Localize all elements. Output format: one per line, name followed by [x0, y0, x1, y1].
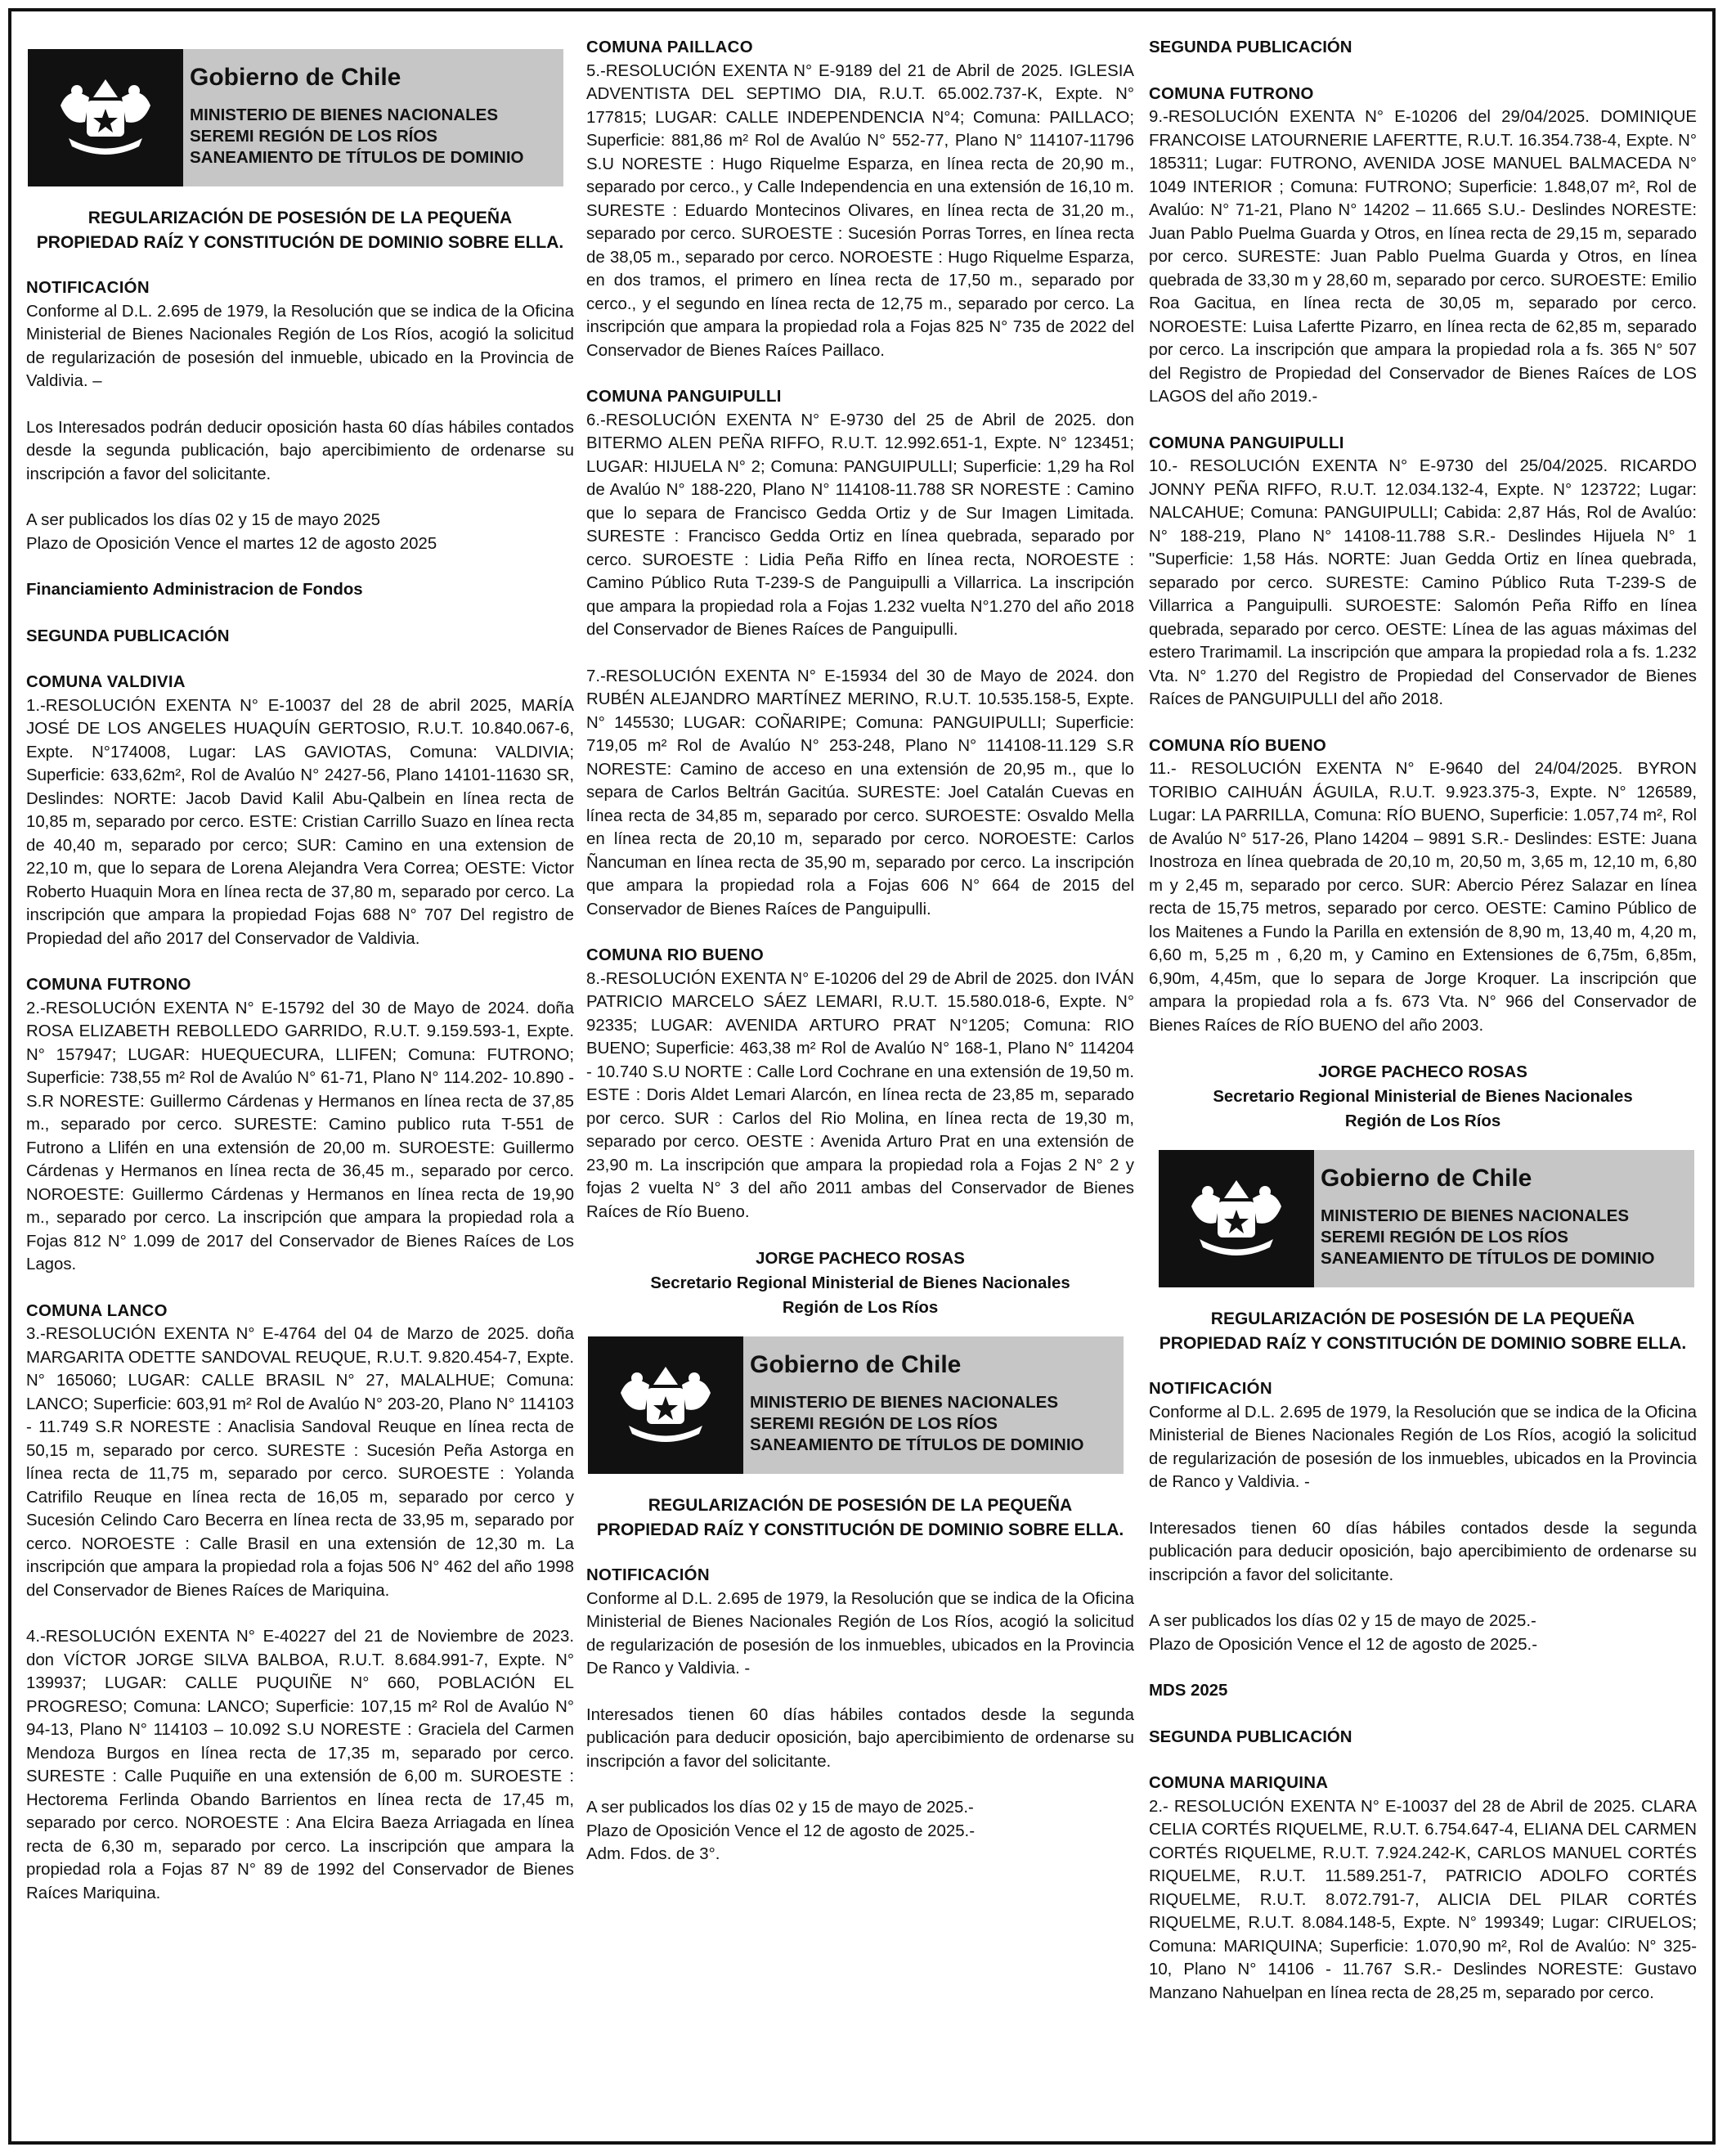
signature-block	[586, 1246, 1134, 1320]
resolution-item: 8.-RESOLUCIÓN EXENTA N° E-10206 del 29 de Abril de 2025. don IVÁN PATRICIO MARCELO SÁEZ LEMARI, R.U.T. 15.580.018-6, Expte. N° 92335; LUGAR: AVENIDA ARTURO PRAT N°1205; Comuna: RIO BUENO; Superficie: 463,38 m² Rol de Avalúo N° 168-1, Plano N° 114204 - 10.740 S.U NORTE : Calle Lord Cochrane en una extensión de 19,50 m. ESTE : Doris Aldet Lemari Alarcón, en línea recta de 23,85 m, separado por cerco. SUR : Carlos del Rio Molina, en línea recta de 19,30 m, separado por cerco. OESTE : Avenida Arturo Prat en una extensión de 23,90 m. La inscripción que ampara la propiedad rola a Fojas 2 N° 2 y fojas 2 vuelta N° 3 del año 2011 ambas del Conservador de Bienes Raíces de Río Bueno.	[586, 969, 1134, 1221]
comuna-heading: COMUNA MARIQUINA	[1149, 1774, 1329, 1792]
logo-ministerio: MINISTERIO DE BIENES NACIONALES	[750, 1393, 1059, 1412]
signature-title: Secretario Regional Ministerial de Bienes Nacionales	[650, 1274, 1070, 1292]
signature-region: Región de Los Ríos	[1344, 1112, 1501, 1130]
logo-ministerio: MINISTERIO DE BIENES NACIONALES	[190, 106, 499, 124]
gobierno-logo-block	[588, 1336, 1124, 1474]
comuna-heading: COMUNA PAILLACO	[586, 38, 753, 56]
column-3	[1149, 36, 1697, 2028]
notice-intro: Conforme al D.L. 2.695 de 1979, la Resolución que se indica de la Oficina Ministerial de Bienes Nacionales Región de Los Ríos, acogió la solicitud de regularización de posesión de los inmuebles, ubicados en la Provincia De Ranco y Valdivia. -	[586, 1589, 1134, 1678]
fechas-line-3: Adm. Fdos. de 3°.	[586, 1845, 720, 1863]
comuna-heading: COMUNA RIO BUENO	[586, 946, 765, 964]
chile-coat-of-arms-icon	[604, 1360, 727, 1450]
comuna-heading: COMUNA PANGUIPULLI	[586, 388, 782, 406]
resolution-item: 6.-RESOLUCIÓN EXENTA N° E-9730 del 25 de Abril de 2025. don BITERMO ALEN PEÑA RIFFO, R.U.T. 12.992.651-1, Expte. N° 123451; LUGAR: HIJUELA N° 2; Comuna: PANGUIPULLI; Superficie: 1,29 ha Rol de Avalúo N° 188-220, Plano N° 114108-11.788 SR NORESTE : Camino que lo separa de Francisco Gedda Ortiz y de Sur Imagen Limitada. SURESTE : Francisco Gedda Ortiz en línea quebrada, separado por cerco. SUROESTE : Lidia Peña Riffo en línea recta, NOROESTE : Camino Público Ruta T-239-S de Panguipulli a Villarrica. La inscripción que ampara la propiedad rola a Fojas 1.232 vuelta N°1.270 del año 2018 del Conservador de Bienes Raíces de Panguipulli.	[586, 411, 1134, 639]
fechas-line-1: A ser publicados los días 02 y 15 de mayo de 2025.-	[1149, 1612, 1536, 1630]
fechas-line-1: A ser publicados los días 02 y 15 de mayo de 2025.-	[586, 1799, 974, 1817]
logo-seremi: SEREMI REGIÓN DE LOS RÍOS	[190, 127, 437, 146]
chile-coat-of-arms-icon	[1175, 1174, 1298, 1264]
resolution-item: 2.- RESOLUCIÓN EXENTA N° E-10037 del 28 de Abril de 2025. CLARA CELIA CORTÉS RIQUELME, R.U.T. 6.754.647-4, ELIANA DEL CARMEN CORTÉS RIQUELME, R.U.T. 7.924.242-K, CARLOS MANUEL CORTÉS RIQUELME, R.U.T. 11.589.251-7, PATRICIO ADOLFO CORTÉS RIQUELME, R.U.T. 8.072.791-7, ALICIA DEL PILAR CORTÉS RIQUELME, R.U.T. 8.084.148-5, Expte. N° 199349; Lugar: CIRUELOS; Comuna: MARIQUINA; Superficie: 1.070,90 m², Rol de Avalúo: N° 325-10, Plano N° 14106 - 11.767 S.R.- Deslindes NORESTE: Gustavo Manzano Nahuelpan en línea recta de 28,25 m, separado por cerco.	[1149, 1797, 1697, 2002]
segunda-publicacion-heading: SEGUNDA PUBLICACIÓN	[1149, 38, 1352, 56]
logo-seremi: SEREMI REGIÓN DE LOS RÍOS	[750, 1414, 998, 1433]
signature-name: JORGE PACHECO ROSAS	[1318, 1063, 1527, 1081]
notice-title-line-2: PROPIEDAD RAÍZ Y CONSTITUCIÓN DE DOMINIO SOBRE ELLA.	[596, 1520, 1124, 1539]
comuna-heading: COMUNA VALDIVIA	[26, 673, 186, 691]
chile-coat-of-arms-icon	[44, 73, 167, 163]
gobierno-logo-block	[1159, 1150, 1694, 1287]
segunda-publicacion-heading: SEGUNDA PUBLICACIÓN	[26, 627, 230, 645]
column-2	[586, 36, 1134, 1889]
notificacion-heading: NOTIFICACIÓN	[26, 279, 150, 297]
notice-title-line-1: REGULARIZACIÓN DE POSESIÓN DE LA PEQUEÑA	[648, 1496, 1073, 1515]
fechas-line-2: Plazo de Oposición Vence el 12 de agosto de 2025.-	[586, 1821, 975, 1840]
fechas-line-2: Plazo de Oposición Vence el 12 de agosto de 2025.-	[1149, 1635, 1537, 1654]
fechas-line-1: A ser publicados los días 02 y 15 de mayo 2025	[26, 511, 381, 529]
notice-intro: Conforme al D.L. 2.695 de 1979, la Resolución que se indica de la Oficina Ministerial de Bienes Nacionales Región de Los Ríos, acogió la solicitud de regularización de posesión de los inmuebles, ubicados en la Provincia de Ranco y Valdivia. -	[1149, 1403, 1697, 1491]
signature-block	[1149, 1060, 1697, 1134]
fechas-line-2: Plazo de Oposición Vence el martes 12 de agosto 2025	[26, 534, 437, 553]
resolution-item: 11.- RESOLUCIÓN EXENTA N° E-9640 del 24/04/2025. BYRON TORIBIO CAIHUÁN ÁGUILA, R.U.T. 9.923.375-3, Expte. N° 126589, Lugar: LA PARRILLA, Comuna: RÍO BUENO, Superficie: 1.057,74 m², Rol de Avalúo N° 517-26, Plano 14204 – 9891 S.R.- Deslindes: ESTE: Juana Inostroza en línea quebrada de 20,10 m, 20,50 m, 3,65 m, 12,10 m, 6,80 m y 2,45 m, separado por cerco. SUR: Abercio Pérez Salazar en línea recta de 15,75 metros, separado por cerco. OESTE: Camino Público de los Maitenes a Fundo la Parilla en extensión de 8,90 m, 13,40 m, 4,20 m, 6,60 m, 5,25 m , 6,20 m, y Camino en Extensiones de 6,75m, 6,85m, 6,90m, 4,45m, que lo separa de Jorge Kroquer. La inscripción que ampara la propiedad rola a fs. 673 Vta. N° 966 del Conservador de Bienes Raíces de RÍO BUENO del año 2003.	[1149, 760, 1697, 1035]
signature-region: Región de Los Ríos	[782, 1299, 939, 1317]
notice-title-line-2: PROPIEDAD RAÍZ Y CONSTITUCIÓN DE DOMINIO SOBRE ELLA.	[36, 233, 564, 252]
notificacion-heading: NOTIFICACIÓN	[1149, 1380, 1272, 1398]
resolution-item: 10.- RESOLUCIÓN EXENTA N° E-9730 del 25/04/2025. RICARDO JONNY PEÑA RIFFO, R.U.T. 12.034.132-4, Expte. N° 123722; Lugar: NALCAHUE; Comuna: PANGUIPULLI; Cabida: 2,87 Hás, Rol de Avalúo: N° 188-219, Plano N° 14108-11.788 S.R.- Deslindes Hijuela N° 1 "Superficie: 1,58 Hás. NORTE: Juan Gedda Ortiz en línea quebrada, separado por cerco. SURESTE: Camino Público Ruta T-239-S de Villarrica a Panguipulli. SUROESTE: Salomón Peña Riffo en línea quebrada, separado por cerco. OESTE: Línea de las aguas máximas del estero Trarimamil. La inscripción que ampara la propiedad rola a fs. 1.232 Vta. N° 1.270 del Registro de Propiedad del Conservador de Bienes Raíces de PANGUIPULLI del año 2018.	[1149, 457, 1697, 708]
column-1	[26, 36, 574, 1928]
segunda-publicacion-heading: SEGUNDA PUBLICACIÓN	[1149, 1727, 1352, 1746]
comuna-heading: COMUNA RÍO BUENO	[1149, 736, 1327, 755]
notice-title-line-2: PROPIEDAD RAÍZ Y CONSTITUCIÓN DE DOMINIO SOBRE ELLA.	[1159, 1334, 1687, 1353]
notice-oposicion: Interesados tienen 60 días hábiles contados desde la segunda publicación para deducir oposición, bajo apercibimiento de ordenarse su inscripción a favor del solicitante.	[586, 1705, 1134, 1771]
notice-oposicion: Los Interesados podrán deducir oposición hasta 60 días hábiles contados desde la segunda publicación, bajo apercibimiento de ordenarse su inscripción a favor del solicitante.	[26, 418, 574, 483]
financiamiento-label: Financiamiento Administracion de Fondos	[26, 581, 363, 599]
resolution-item: 4.-RESOLUCIÓN EXENTA N° E-40227 del 21 de Noviembre de 2023. don VÍCTOR JORGE SILVA BALBOA, R.U.T. 8.684.991-7, Expte. N° 139937; LUGAR: CALLE PUQUIÑE N° 660, POBLACIÓN EL PROGRESO; Comuna: LANCO; Superficie: 107,15 m² Rol de Avalúo N° 94-13, Plano N° 114103 – 10.092 S.U NORESTE : Graciela del Carmen Mendoza Burgos en línea recta de 17,35 m, separado por cerco. SURESTE : Calle Puquiñe en una extensión de 6,00 m. SUROESTE : Hectorema Ferlinda Obando Barrientos en línea recta de 17,45 m, separado por cerco. NOROESTE : Ana Elcira Baeza Arriagada en línea recta de 6,30 m, separado por cerco. La inscripción que ampara la propiedad rola a Fojas 87 N° 89 de 1992 del Conservador de Bienes Raíces Mariquina.	[26, 1628, 574, 1902]
notice-title-line-1: REGULARIZACIÓN DE POSESIÓN DE LA PEQUEÑA	[87, 209, 513, 227]
notice-title	[26, 206, 574, 255]
notice-intro: Conforme al D.L. 2.695 de 1979, la Resolución que se indica de la Oficina Ministerial de Bienes Nacionales Región de Los Ríos, acogió la solicitud de regularización de posesión del inmueble, ubicado en la Provincia de Valdivia. –	[26, 302, 574, 390]
comuna-heading: COMUNA LANCO	[26, 1301, 168, 1320]
logo-emblem	[588, 1336, 743, 1474]
signature-name: JORGE PACHECO ROSAS	[756, 1250, 965, 1268]
gobierno-logo-block	[28, 49, 563, 186]
logo-saneamiento: SANEAMIENTO DE TÍTULOS DE DOMINIO	[1321, 1249, 1655, 1268]
logo-ministerio: MINISTERIO DE BIENES NACIONALES	[1321, 1206, 1630, 1225]
resolution-item: 2.-RESOLUCIÓN EXENTA N° E-15792 del 30 de Mayo de 2024. doña ROSA ELIZABETH REBOLLEDO GARRIDO, R.U.T. 9.159.593-1, Expte. N° 157947; LUGAR: HUEQUECURA, LLIFEN; Comuna: FUTRONO; Superficie: 738,55 m² Rol de Avalúo N° 61-71, Plano N° 114.202- 10.890 -S.R NORESTE: Guillermo Cárdenas y Hermanos en línea recta de 37,85 m., separado por cerco. SURESTE: Camino publico ruta T-551 de Futrono a Llifén en una extensión de 20,00 m. SUROESTE: Guillermo Cárdenas y Hermanos en línea recta de 36,45 m., separado por cerco. NOROESTE: Guillermo Cárdenas y Hermanos en línea recta de 19,90 m., separado por cerco. La inscripción que ampara la propiedad rola a Fojas 812 N° 1.099 de 2017 del Conservador de Bienes Raíces de Los Lagos.	[26, 999, 574, 1273]
notice-title	[1149, 1307, 1697, 1356]
signature-title: Secretario Regional Ministerial de Bienes Nacionales	[1213, 1088, 1633, 1106]
resolution-item: 3.-RESOLUCIÓN EXENTA N° E-4764 del 04 de Marzo de 2025. doña MARGARITA ODETTE SANDOVAL REUQUE, R.U.T. 9.820.454-7, Expte. N° 165060; LUGAR: CALLE BRASIL N° 27, MALALHUE; Comuna: LANCO; Superficie: 603,91 m² Rol de Avalúo N° 203-20, Plano N° 114103 - 11.749 S.R NORESTE : Anaclisia Sandoval Reuque en línea recta de 50,15 m, separado por cerco. SURESTE : Sucesión Peña Astorga en línea recta de 11,75 m, separado por cerco. SUROESTE : Yolanda Catrifilo Reuque en línea recta de 16,05 m, separado por cerco y Sucesión Celindo Caro Becerra en línea recta de 33,95 m, separado por cerco. NOROESTE : Calle Brasil en una extensión de 12,30 m. La inscripción que ampara la propiedad rola a fojas 506 N° 462 del año 1998 del Conservador de Bienes Raíces de Mariquina.	[26, 1325, 574, 1600]
resolution-item: 9.-RESOLUCIÓN EXENTA N° E-10206 del 29/04/2025. DOMINIQUE FRANCOISE LATOURNERIE LAFERTTE, R.U.T. 16.354.738-4, Expte. N° 185311; Lugar: FUTRONO, AVENIDA JOSE MANUEL BALMACEDA N° 1049 INTERIOR ; Comuna: FUTRONO; Superficie: 1.848,07 m², Rol de Avalúo: N° 71-21, Plano N° 14202 – 11.665 S.U.- Deslindes NORESTE: Juan Pablo Puelma Guarda y Otros, en línea recta de 29,15 m, separado por cerco. SURESTE: Juan Pablo Puelma Guarda y Otros, en línea quebrada de 33,30 m y 28,60 m, separado por cerco. SUROESTE: Emilio Roa Gacitua, en línea recta de 30,05 m, separado por cerco. NOROESTE: Luisa Lafertte Pizarro, en línea recta de 62,85 m, separado por cerco. La inscripción que ampara la propiedad rola a fs. 365 N° 507 del Registro de Propiedad del Conservador de Bienes Raíces de LOS LAGOS del año 2019.-	[1149, 108, 1697, 406]
logo-gobierno: Gobierno de Chile	[190, 64, 401, 91]
comuna-heading: COMUNA FUTRONO	[26, 976, 191, 994]
notice-title-line-1: REGULARIZACIÓN DE POSESIÓN DE LA PEQUEÑA	[1210, 1309, 1635, 1328]
logo-saneamiento: SANEAMIENTO DE TÍTULOS DE DOMINIO	[190, 148, 524, 167]
logo-saneamiento: SANEAMIENTO DE TÍTULOS DE DOMINIO	[750, 1435, 1084, 1454]
notice-oposicion: Interesados tienen 60 días hábiles contados desde la segunda publicación para deducir oposición, bajo apercibimiento de ordenarse su inscripción a favor del solicitante.	[1149, 1519, 1697, 1584]
comuna-heading: COMUNA FUTRONO	[1149, 84, 1314, 103]
resolution-item: 5.-RESOLUCIÓN EXENTA N° E-9189 del 21 de Abril de 2025. IGLESIA ADVENTISTA DEL SEPTIMO DIA, R.U.T. 65.002.737-K, Expte. N° 177815; LUGAR: CALLE INDEPENDENCIA N°4; Comuna: PAILLACO; Superficie: 881,86 m² Rol de Avalúo N° 552-77, Plano N° 114107-11796 S.U NORESTE : Hugo Riquelme Esparza, en línea recta de 20,90 m., separado por cerco., y Calle Independencia en una extensión de 16,10 m. SURESTE : Eduardo Montecinos Olivares, en línea recta de 31,20 m., separado por cerco. SUROESTE : Sucesión Porras Torres, en línea recta de 38,05 m., separado por cerco. NOROESTE : Hugo Riquelme Esparza, en dos tramos, el primero en línea recta de 17,50 m., separado por cerco., y el segundo en línea recta de 12,75 m., separado por cerco. La inscripción que ampara la propiedad rola a Fojas 825 N° 735 de 2022 del Conservador de Bienes Raíces Paillaco.	[586, 61, 1134, 360]
resolution-item: 1.-RESOLUCIÓN EXENTA N° E-10037 del 28 de abril 2025, MARÍA JOSÉ DE LOS ANGELES HUAQUÍN GERTOSIO, R.U.T. 10.840.067-6, Expte. N°174008, Lugar: LAS GAVIOTAS, Comuna: VALDIVIA; Superficie: 633,62m², Rol de Avalúo N° 2427-56, Plano 14101-11630 SR, Deslindes: NORTE: Jacob David Kalil Abu-Qalbein en línea recta de 10,85 m, separado por cerco. ESTE: Cristian Carrillo Suazo en línea recta de 40,40 m, separado por cerco; SUR: Camino en una extension de 22,10 m, que lo separa de Lorena Alejandra Vera Correa; OESTE: Victor Roberto Huaquin Mora en línea recta de 37,80 m, separado por cerco. La inscripción que ampara la propiedad Fojas 688 N° 707 Del registro de Propiedad del año 2017 del Conservador de Valdivia.	[26, 696, 574, 948]
logo-gobierno: Gobierno de Chile	[1321, 1165, 1532, 1192]
logo-gobierno: Gobierno de Chile	[750, 1351, 962, 1378]
mds-label: MDS 2025	[1149, 1682, 1228, 1700]
comuna-heading: COMUNA PANGUIPULLI	[1149, 433, 1344, 452]
logo-emblem	[1159, 1150, 1314, 1287]
resolution-item: 7.-RESOLUCIÓN EXENTA N° E-15934 del 30 de Mayo de 2024. don RUBÉN ALEJANDRO MARTÍNEZ MERINO, R.U.T. 10.535.158-5, Expte. N° 145530; LUGAR: COÑARIPE; Comuna: PANGUIPULLI; Superficie: 719,05 m² Rol de Avalúo N° 253-248, Plano N° 114108-11.129 S.R NORESTE: Camino de acceso en una extensión de 20,95 m., que lo separa de Carlos Beltrán Gacitúa. SURESTE: Joel Catalán Cuevas en línea recta de 34,85 m, separado por cerco. SUROESTE: Osvaldo Mella en línea recta de 20,10 m, separado por cerco. NOROESTE: Carlos Ñancuman en línea recta de 35,90 m, separado por cerco. La inscripción que ampara la propiedad rola a Fojas 606 N° 664 de 2015 del Conservador de Bienes Raíces de Panguipulli.	[586, 667, 1134, 919]
notice-title	[586, 1493, 1134, 1543]
notificacion-heading: NOTIFICACIÓN	[586, 1566, 710, 1584]
logo-emblem	[28, 49, 183, 186]
logo-seremi: SEREMI REGIÓN DE LOS RÍOS	[1321, 1228, 1568, 1246]
